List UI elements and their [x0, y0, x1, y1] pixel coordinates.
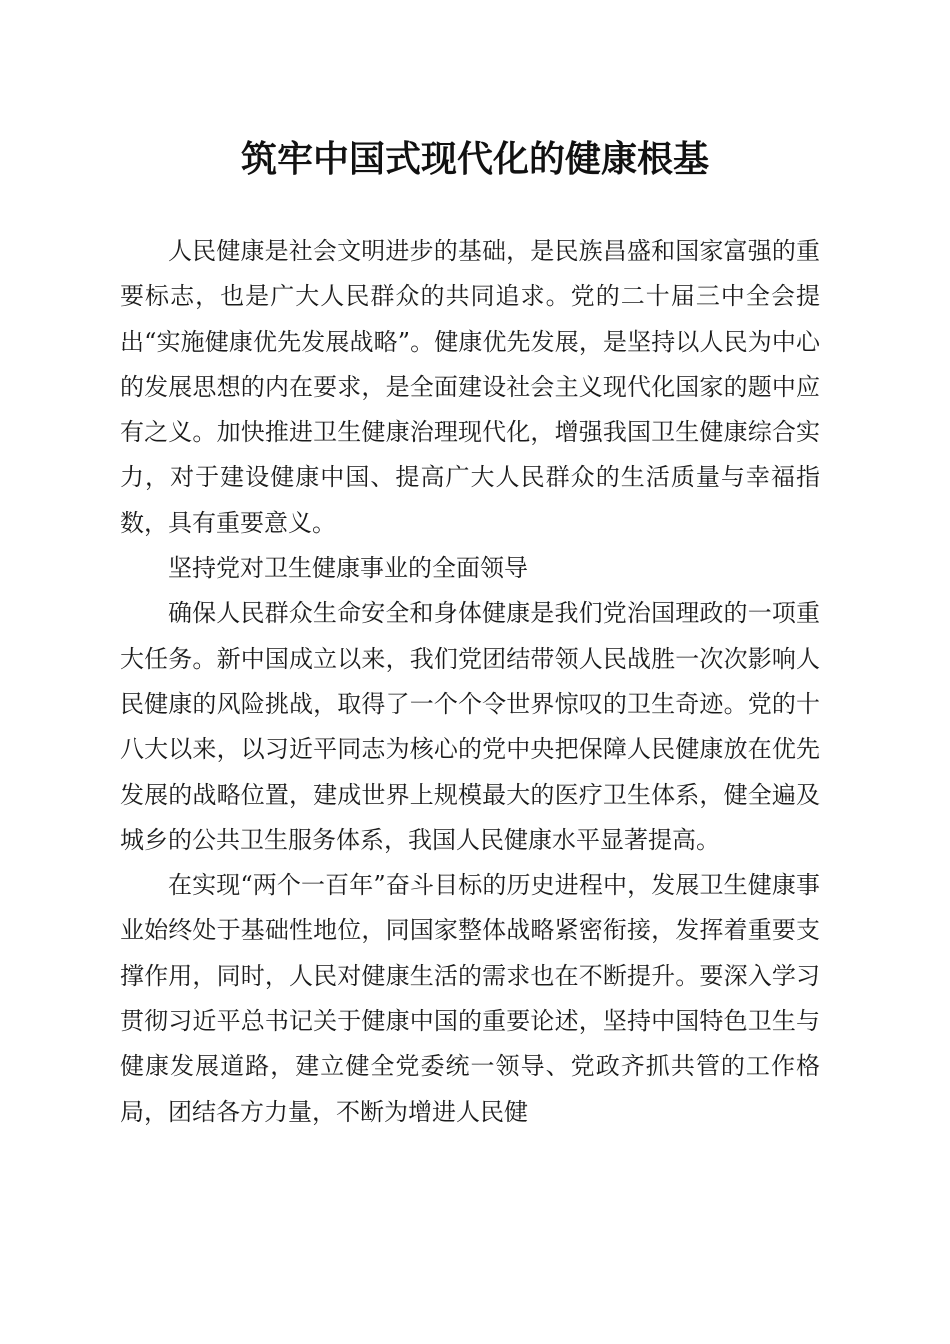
body-paragraph: 确保人民群众生命安全和身体健康是我们党治国理政的一项重大任务。新中国成立以来，我们党团结带领人民战胜一次次影响人民健康的风险挑战，取得了一个个令世界惊叹的卫生奇迹。党的十八大以来，以习近平同志为核心的党中央把保障人民健康放在优先发展的战略位置，建成世界上规模最大的医疗卫生体系，健全遍及城乡的公共卫生服务体系，我国人民健康水平显著提高。 — [120, 599, 820, 854]
document-title: 筑牢中国式现代化的健康根基 — [240, 138, 709, 180]
document-body — [120, 229, 820, 1135]
body-paragraph: 在实现“两个一百年”奋斗目标的历史进程中，发展卫生健康事业始终处于基础性地位，同国家整体战略紧密衔接，发挥着重要支撑作用，同时，人民对健康生活的需求也在不断提升。要深入学习贯彻习近平总书记关于健康中国的重要论述，坚持中国特色卫生与健康发展道路，建立健全党委统一领导、党政齐抓共管的工作格局，团结各方力量，不断为增进人民健 — [120, 871, 820, 1126]
body-paragraph-intro: 人民健康是社会文明进步的基础，是民族昌盛和国家富强的重要标志，也是广大人民群众的共同追求。党的二十届三中全会提出“实施健康优先发展战略”。健康优先发展，是坚持以人民为中心的发展思想的内在要求，是全面建设社会主义现代化国家的题中应有之义。加快推进卫生健康治理现代化，增强我国卫生健康综合实力，对于建设健康中国、提高广大人民群众的生活质量与幸福指数，具有重要意义。 — [120, 237, 820, 537]
section-heading: 坚持党对卫生健康事业的全面领导 — [168, 554, 528, 583]
